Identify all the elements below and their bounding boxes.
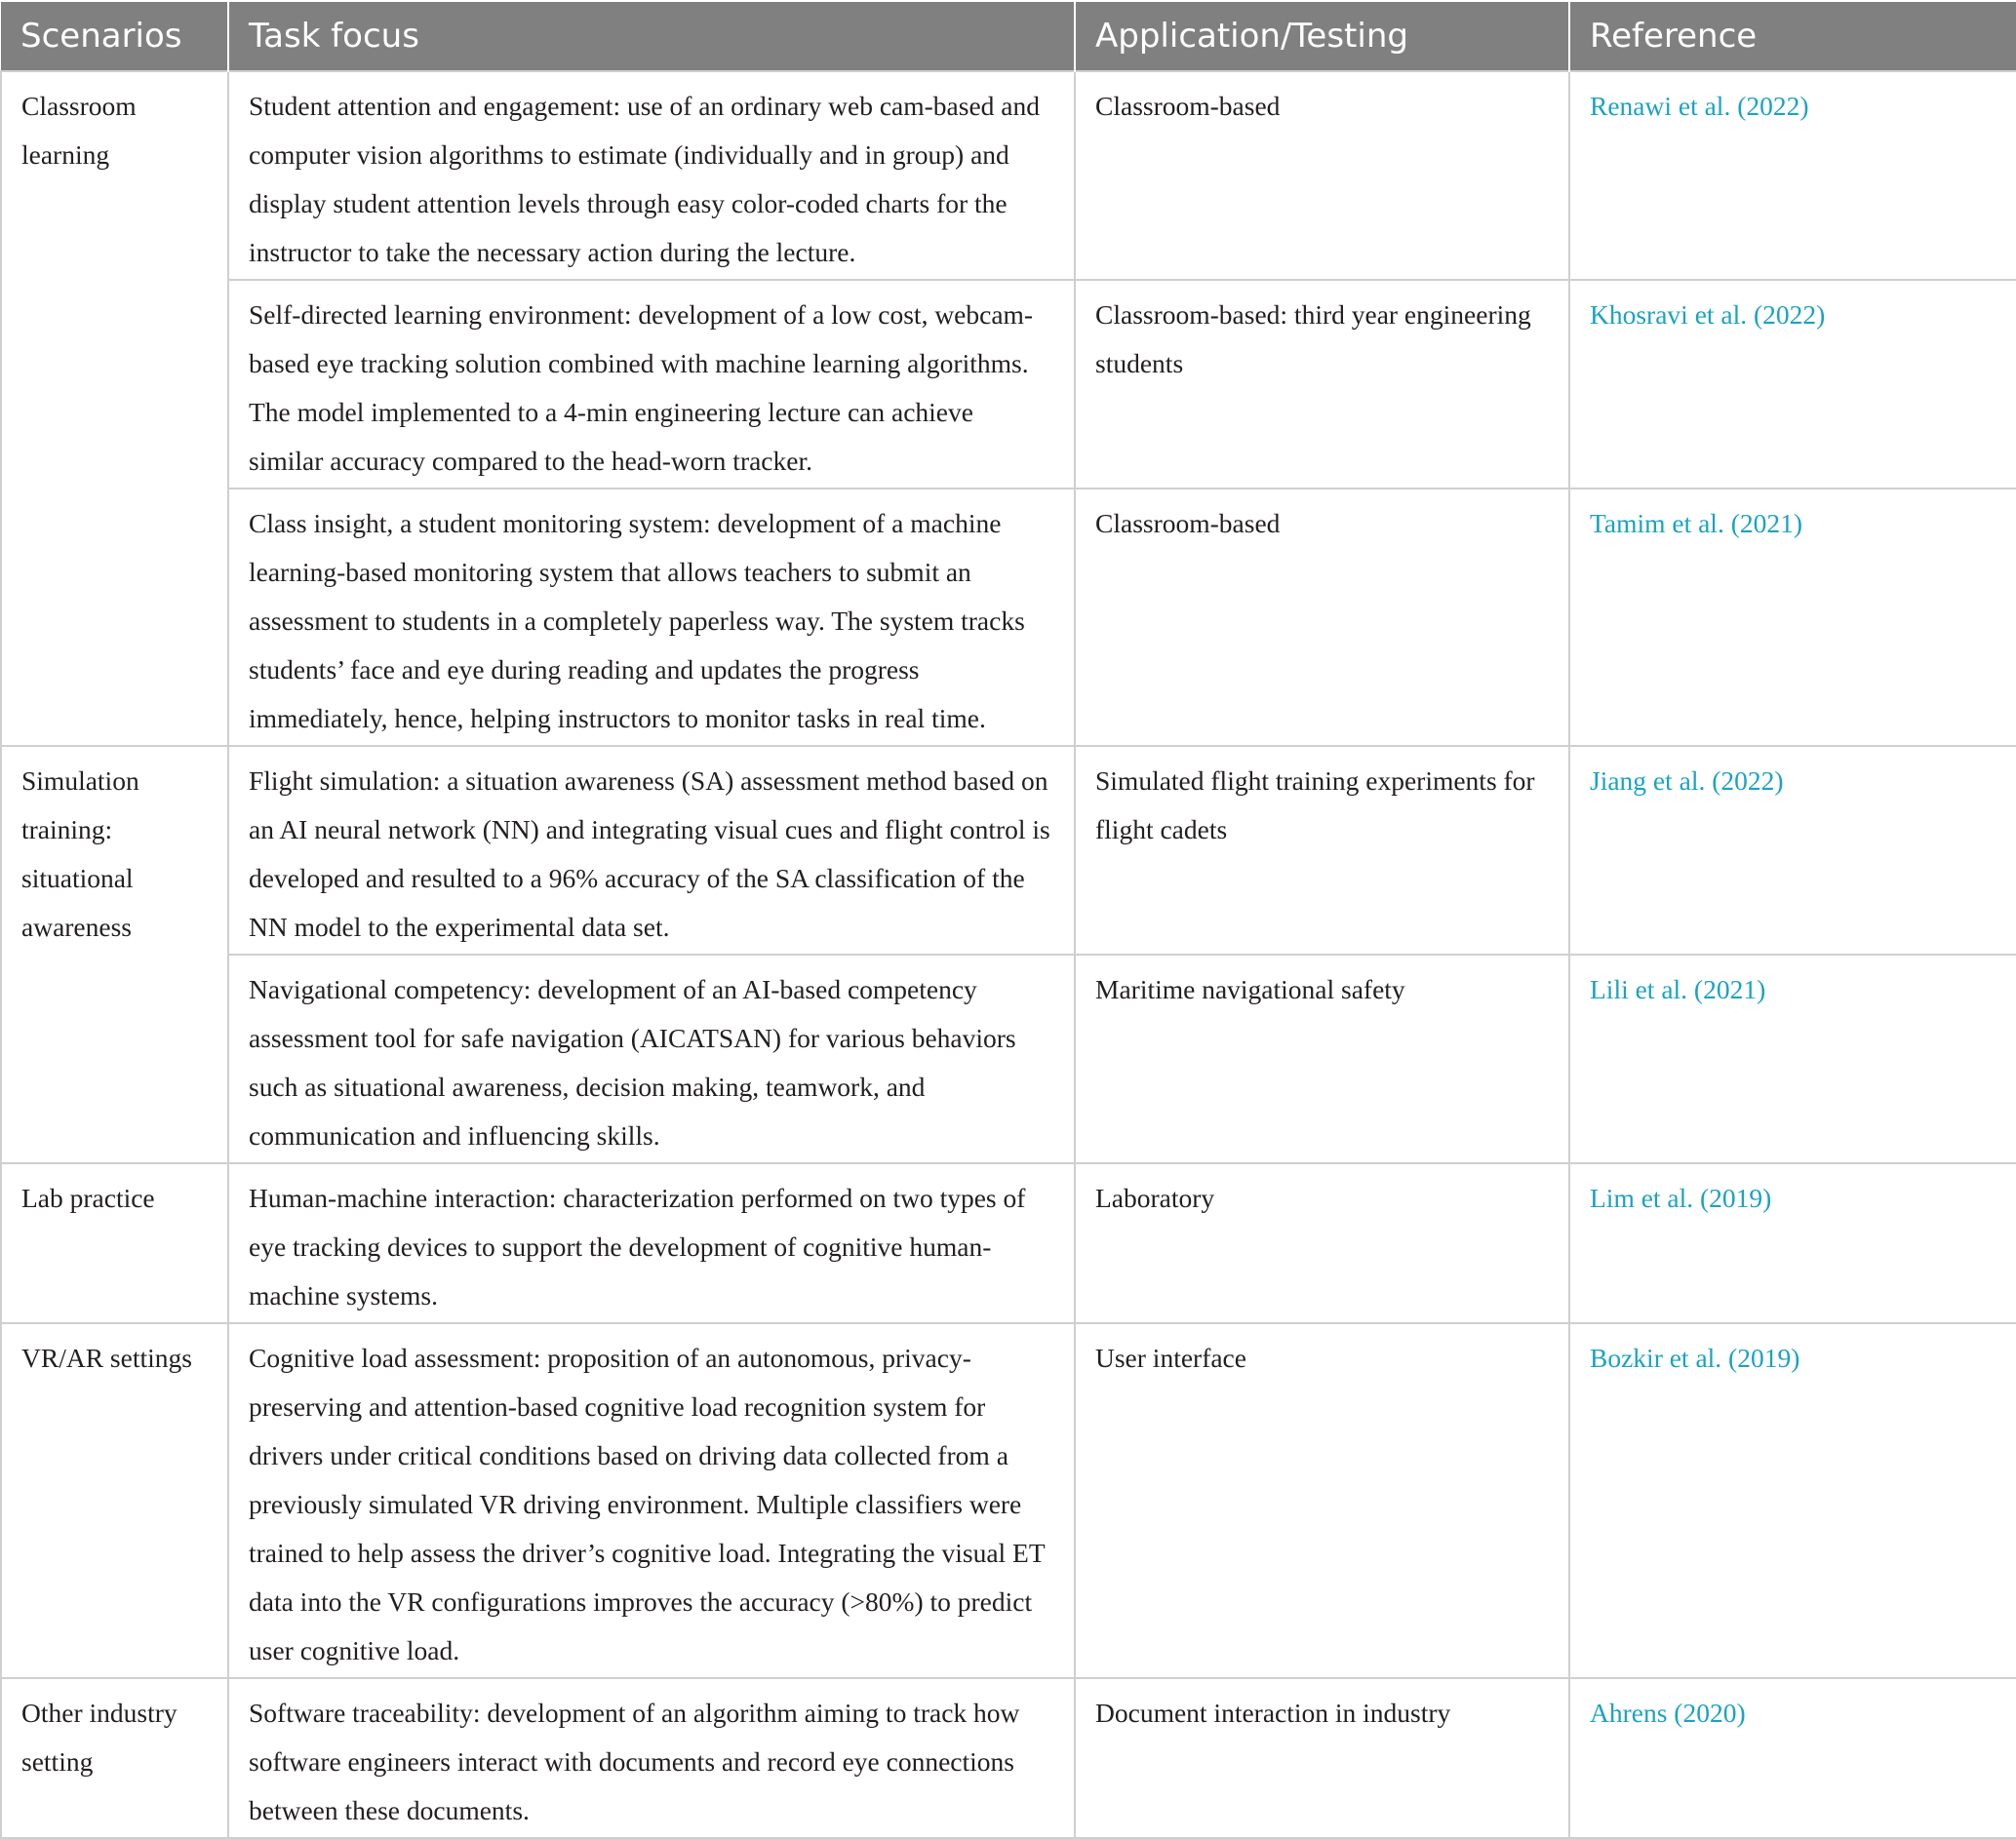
- reference-link[interactable]: Lili et al. (2021): [1569, 955, 2016, 1163]
- reference-link[interactable]: Khosravi et al. (2022): [1569, 280, 2016, 489]
- task-focus-cell: Class insight, a student monitoring system: development of a machine learning-based monitoring system that allows teachers to submit an assessment to students in a completely paperless way. The system tracks students’ face and eye during reading and updates the progress immediately, hence, helping instructors to monitor tasks in real time.: [228, 489, 1075, 746]
- application-cell: Classroom-based: third year engineering students: [1075, 280, 1569, 489]
- table-row: [1, 489, 2016, 746]
- application-cell: Maritime navigational safety: [1075, 955, 1569, 1163]
- reference-link[interactable]: Lim et al. (2019): [1569, 1163, 2016, 1323]
- task-focus-cell: Cognitive load assessment: proposition of an autonomous, privacy-preserving and attention-based cognitive load recognition system for drivers under critical conditions based on driving data collected from a previously simulated VR driving environment. Multiple classifiers were trained to help assess the driver’s cognitive load. Integrating the visual ET data into the VR configurations improves the accuracy (>80%) to predict user cognitive load.: [228, 1323, 1075, 1678]
- reference-link[interactable]: Tamim et al. (2021): [1569, 489, 2016, 746]
- scenario-cell: Simulation training: situational awareness: [1, 746, 228, 1163]
- task-focus-cell: Software traceability: development of an algorithm aiming to track how software engineers interact with documents and record eye connections between these documents.: [228, 1678, 1075, 1838]
- application-cell: Classroom-based: [1075, 489, 1569, 746]
- reference-link[interactable]: Bozkir et al. (2019): [1569, 1323, 2016, 1678]
- table-row: [1, 280, 2016, 489]
- application-cell: User interface: [1075, 1323, 1569, 1678]
- scenario-cell: Lab practice: [1, 1163, 228, 1323]
- application-cell: Simulated flight training experiments for flight cadets: [1075, 746, 1569, 955]
- application-cell: Laboratory: [1075, 1163, 1569, 1323]
- header-scenarios: Scenarios: [1, 2, 228, 71]
- application-cell: Classroom-based: [1075, 71, 1569, 280]
- task-focus-cell: Navigational competency: development of an AI-based competency assessment tool for safe navigation (AICATSAN) for various behaviors such as situational awareness, decision making, teamwork, and communication and influencing skills.: [228, 955, 1075, 1163]
- table-row: [1, 1323, 2016, 1678]
- task-focus-cell: Self-directed learning environment: development of a low cost, webcam-based eye tracking solution combined with machine learning algorithms. The model implemented to a 4-min engineering lecture can achieve similar accuracy compared to the head-worn tracker.: [228, 280, 1075, 489]
- task-focus-cell: Flight simulation: a situation awareness (SA) assessment method based on an AI neural network (NN) and integrating visual cues and flight control is developed and resulted to a 96% accuracy of the SA classification of the NN model to the experimental data set.: [228, 746, 1075, 955]
- reference-link[interactable]: Ahrens (2020): [1569, 1678, 2016, 1838]
- table-row: [1, 955, 2016, 1163]
- table-row: [1, 71, 2016, 280]
- reference-link[interactable]: Jiang et al. (2022): [1569, 746, 2016, 955]
- application-cell: Document interaction in industry: [1075, 1678, 1569, 1838]
- table-row: [1, 1163, 2016, 1323]
- table-row: [1, 1678, 2016, 1838]
- scenario-cell: Classroom learning: [1, 71, 228, 746]
- data-table: [0, 2, 2016, 1839]
- header-application-testing: Application/Testing: [1075, 2, 1569, 71]
- table-row: [1, 746, 2016, 955]
- header-task-focus: Task focus: [228, 2, 1075, 71]
- header-row: [1, 2, 2016, 71]
- header-reference: Reference: [1569, 2, 2016, 71]
- reference-link[interactable]: Renawi et al. (2022): [1569, 71, 2016, 280]
- task-focus-cell: Human-machine interaction: characterization performed on two types of eye tracking devices to support the development of cognitive human-machine systems.: [228, 1163, 1075, 1323]
- scenario-cell: VR/AR settings: [1, 1323, 228, 1678]
- scenario-cell: Other industry setting: [1, 1678, 228, 1838]
- task-focus-cell: Student attention and engagement: use of an ordinary web cam-based and computer vision algorithms to estimate (individually and in group) and display student attention levels through easy color-coded charts for the instructor to take the necessary action during the lecture.: [228, 71, 1075, 280]
